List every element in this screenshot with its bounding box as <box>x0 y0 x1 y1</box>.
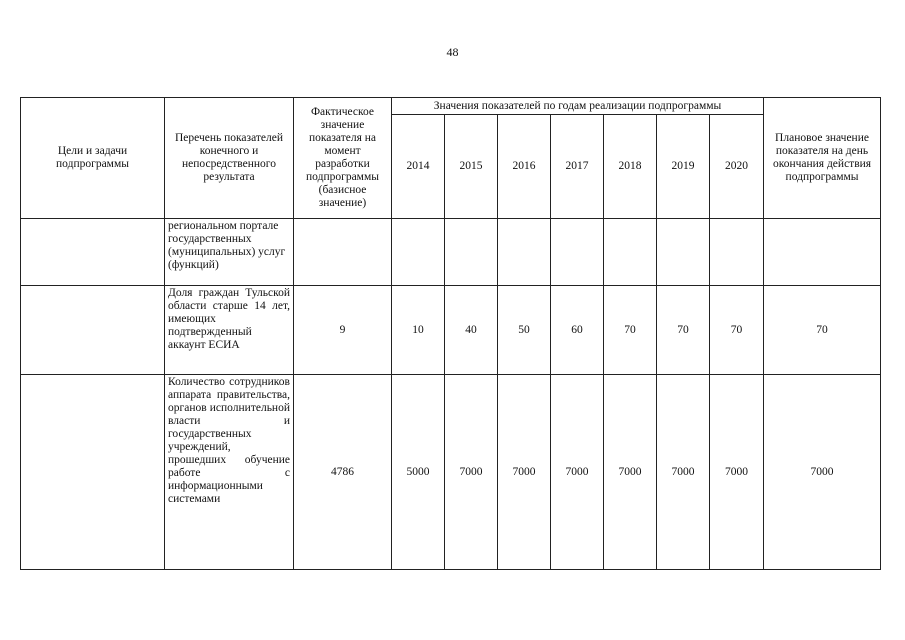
base-value-cell: 4786 <box>294 375 392 570</box>
year-value-cell <box>710 219 764 286</box>
header-actual: Фактическое значение показателя на момент разработки подпрограммы (базисное значение) <box>294 98 392 219</box>
year-value-cell: 7000 <box>551 375 604 570</box>
header-row <box>21 98 881 115</box>
header-year: 2015 <box>445 115 498 219</box>
indicator-cell: региональном портале государственных (муниципальных) услуг (функций) <box>165 219 294 286</box>
header-year: 2016 <box>498 115 551 219</box>
header-goals: Цели и задачи подпрограммы <box>21 98 165 219</box>
year-value-cell <box>604 219 657 286</box>
planned-value-cell: 70 <box>764 286 881 375</box>
header-year: 2020 <box>710 115 764 219</box>
year-value-cell: 5000 <box>392 375 445 570</box>
year-value-cell: 60 <box>551 286 604 375</box>
page-number: 48 <box>446 45 459 59</box>
year-value-cell: 10 <box>392 286 445 375</box>
indicator-cell: Доля граждан Тульской области старше 14 лет, имеющих подтвержденный аккаунт ЕСИА <box>165 286 294 375</box>
goals-cell <box>21 219 165 286</box>
goals-cell <box>21 375 165 570</box>
goals-cell <box>21 286 165 375</box>
header-year: 2019 <box>657 115 710 219</box>
header-years-group: Значения показателей по годам реализации подпрограммы <box>392 98 764 115</box>
year-value-cell: 7000 <box>445 375 498 570</box>
header-year: 2018 <box>604 115 657 219</box>
planned-value-cell <box>764 219 881 286</box>
table-row <box>21 286 881 375</box>
indicators-table <box>20 97 881 570</box>
year-value-cell: 7000 <box>498 375 551 570</box>
planned-value-cell: 7000 <box>764 375 881 570</box>
year-value-cell <box>445 219 498 286</box>
year-value-cell: 40 <box>445 286 498 375</box>
year-value-cell <box>392 219 445 286</box>
year-value-cell: 7000 <box>657 375 710 570</box>
base-value-cell: 9 <box>294 286 392 375</box>
year-value-cell: 7000 <box>710 375 764 570</box>
header-year: 2014 <box>392 115 445 219</box>
header-indicators: Перечень показателей конечного и непосредственного результата <box>165 98 294 219</box>
table-row <box>21 219 881 286</box>
year-value-cell: 50 <box>498 286 551 375</box>
year-value-cell: 70 <box>657 286 710 375</box>
year-value-cell <box>551 219 604 286</box>
indicator-cell: Количество сотрудников аппарата правительства, органов исполнительной власти и государственных учреждений, прошедших обучение работе с информационными системами <box>165 375 294 570</box>
base-value-cell <box>294 219 392 286</box>
table-row <box>21 375 881 570</box>
year-value-cell: 70 <box>604 286 657 375</box>
year-value-cell: 70 <box>710 286 764 375</box>
header-year: 2017 <box>551 115 604 219</box>
year-value-cell <box>498 219 551 286</box>
year-value-cell <box>657 219 710 286</box>
year-value-cell: 7000 <box>604 375 657 570</box>
header-planned: Плановое значение показателя на день окончания действия подпрограммы <box>764 98 881 219</box>
